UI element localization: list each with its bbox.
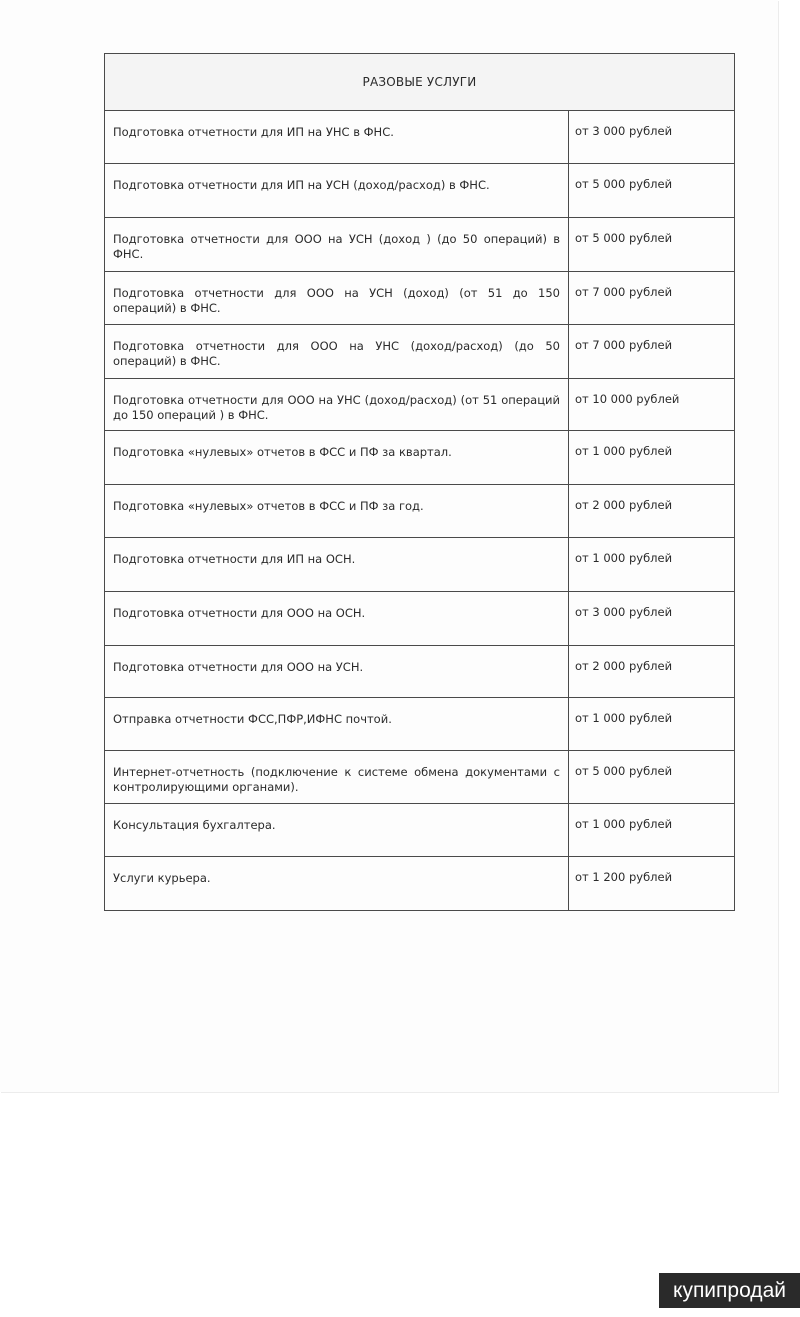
table-header-row [105,54,735,111]
table-row [105,272,735,325]
table-row [105,646,735,698]
service-name: Услуги курьера. [105,857,569,911]
service-price: от 5 000 рублей [569,218,735,272]
service-name: Подготовка отчетности для ИП на УНС в ФНС. [105,111,569,164]
service-price: от 3 000 рублей [569,111,735,164]
site-watermark-logo: купипродай [659,1273,800,1308]
service-price: от 5 000 рублей [569,164,735,218]
service-name: Подготовка «нулевых» отчетов в ФСС и ПФ за квартал. [105,431,569,485]
service-name: Отправка отчетности ФСС,ПФР,ИФНС почтой. [105,698,569,751]
service-price: от 7 000 рублей [569,325,735,379]
table-row [105,804,735,857]
service-name: Подготовка отчетности для ООО на УНС (доход/расход) (до 50 операций) в ФНС. [105,325,569,379]
service-price: от 2 000 рублей [569,485,735,538]
service-price: от 10 000 рублей [569,379,735,431]
table-row [105,592,735,646]
service-price: от 1 000 рублей [569,538,735,592]
service-name: Подготовка отчетности для ООО на ОСН. [105,592,569,646]
service-name: Подготовка отчетности для ИП на УСН (доход/расход) в ФНС. [105,164,569,218]
service-name: Подготовка отчетности для ООО на УСН. [105,646,569,698]
table-row [105,485,735,538]
service-price: от 1 000 рублей [569,698,735,751]
service-price: от 2 000 рублей [569,646,735,698]
table-row [105,218,735,272]
service-name: Подготовка отчетности для ИП на ОСН. [105,538,569,592]
table-row [105,857,735,911]
table-row [105,431,735,485]
services-price-table [104,53,735,911]
service-price: от 3 000 рублей [569,592,735,646]
service-name: Подготовка отчетности для ООО на УНС (доход/расход) (от 51 операций до 150 операций ) в ФНС. [105,379,569,431]
service-price: от 1 000 рублей [569,804,735,857]
table-row [105,379,735,431]
service-price: от 5 000 рублей [569,751,735,804]
service-name: Интернет-отчетность (подключение к системе обмена документами с контролирующими органами). [105,751,569,804]
table-row [105,164,735,218]
table-title: РАЗОВЫЕ УСЛУГИ [105,54,735,111]
table-row [105,698,735,751]
service-price: от 1 200 рублей [569,857,735,911]
service-price: от 1 000 рублей [569,431,735,485]
service-name: Консультация бухгалтера. [105,804,569,857]
service-price: от 7 000 рублей [569,272,735,325]
table-row [105,325,735,379]
service-name: Подготовка отчетности для ООО на УСН (доход) (от 51 до 150 операций) в ФНС. [105,272,569,325]
table-row [105,111,735,164]
service-name: Подготовка «нулевых» отчетов в ФСС и ПФ за год. [105,485,569,538]
table-row [105,751,735,804]
table-row [105,538,735,592]
service-name: Подготовка отчетности для ООО на УСН (доход ) (до 50 операций) в ФНС. [105,218,569,272]
